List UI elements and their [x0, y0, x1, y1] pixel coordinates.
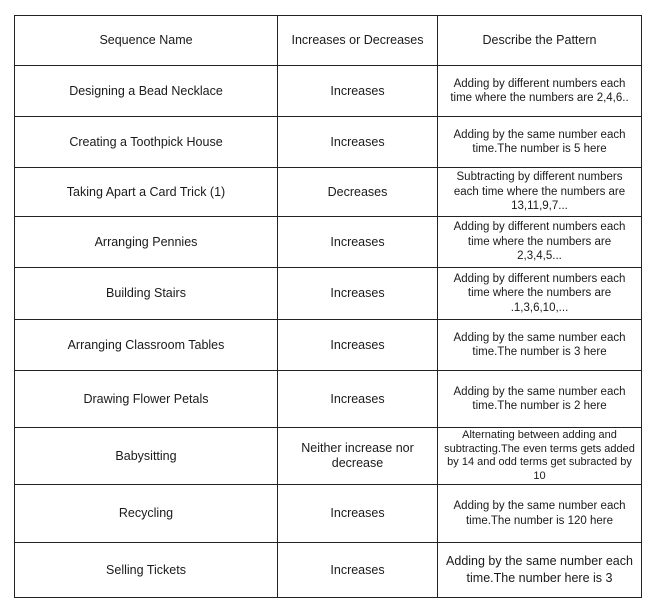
sequence-name-cell: Creating a Toothpick House: [69, 134, 223, 149]
sequence-name-cell: Drawing Flower Petals: [83, 391, 209, 406]
table-row: [14, 267, 642, 320]
trend-cell: Increases: [277, 117, 437, 167]
table-row: [14, 542, 642, 598]
table-row: [14, 167, 642, 217]
sequence-name-cell: Arranging Classroom Tables: [67, 337, 225, 352]
sequence-name-cell: Designing a Bead Necklace: [69, 83, 223, 98]
trend-cell: Increases: [277, 320, 437, 370]
pattern-cell: Adding by the same number each time.The number is 5 here: [437, 117, 641, 167]
pattern-cell: Adding by the same number each time.The number here is 3: [437, 543, 641, 597]
sequence-name-cell: Arranging Pennies: [94, 234, 198, 249]
trend-cell: Increases: [277, 371, 437, 427]
trend-cell: Decreases: [277, 168, 437, 216]
pattern-cell: Subtracting by different numbers each time where the numbers are 13,11,9,7...: [437, 168, 641, 216]
pattern-cell: Adding by different numbers each time where the numbers are 2,4,6..: [437, 66, 641, 116]
table-row: [14, 370, 642, 428]
table-row: [14, 427, 642, 485]
pattern-cell: Adding by different numbers each time where the numbers are .1,3,6,10,...: [437, 268, 641, 319]
table-row: [14, 319, 642, 371]
header-describe-pattern: Describe the Pattern: [437, 16, 641, 65]
sequence-name-cell: Babysitting: [115, 448, 177, 463]
header-sequence-name: Sequence Name: [99, 33, 193, 47]
trend-cell: Increases: [277, 217, 437, 267]
pattern-cell: Adding by the same number each time.The number is 2 here: [437, 371, 641, 427]
table-row: [14, 216, 642, 268]
table-row: [14, 116, 642, 168]
sequence-name-cell: Recycling: [118, 506, 174, 520]
table-row: [14, 65, 642, 117]
pattern-cell: Adding by the same number each time.The number is 3 here: [437, 320, 641, 370]
trend-cell: Increases: [277, 543, 437, 597]
trend-cell: Increases: [277, 66, 437, 116]
pattern-cell: Adding by the same number each time.The number is 120 here: [437, 485, 641, 542]
pattern-cell: Adding by different numbers each time where the numbers are 2,3,4,5...: [437, 217, 641, 267]
sequence-name-cell: Building Stairs: [106, 286, 186, 300]
header-increases-or-decreases: Increases or Decreases: [277, 16, 437, 65]
trend-cell: Increases: [277, 268, 437, 319]
table-row: [14, 484, 642, 543]
pattern-cell: Alternating between adding and subtracting.The even terms gets added by 14 and odd terms get subracted by 10: [437, 428, 641, 484]
trend-cell: Neither increase nor decrease: [277, 428, 437, 484]
sequence-name-cell: Taking Apart a Card Trick (1): [66, 184, 226, 199]
trend-cell: Increases: [277, 485, 437, 542]
table-header-row: [14, 15, 642, 66]
sequence-name-cell: Selling Tickets: [106, 562, 186, 577]
